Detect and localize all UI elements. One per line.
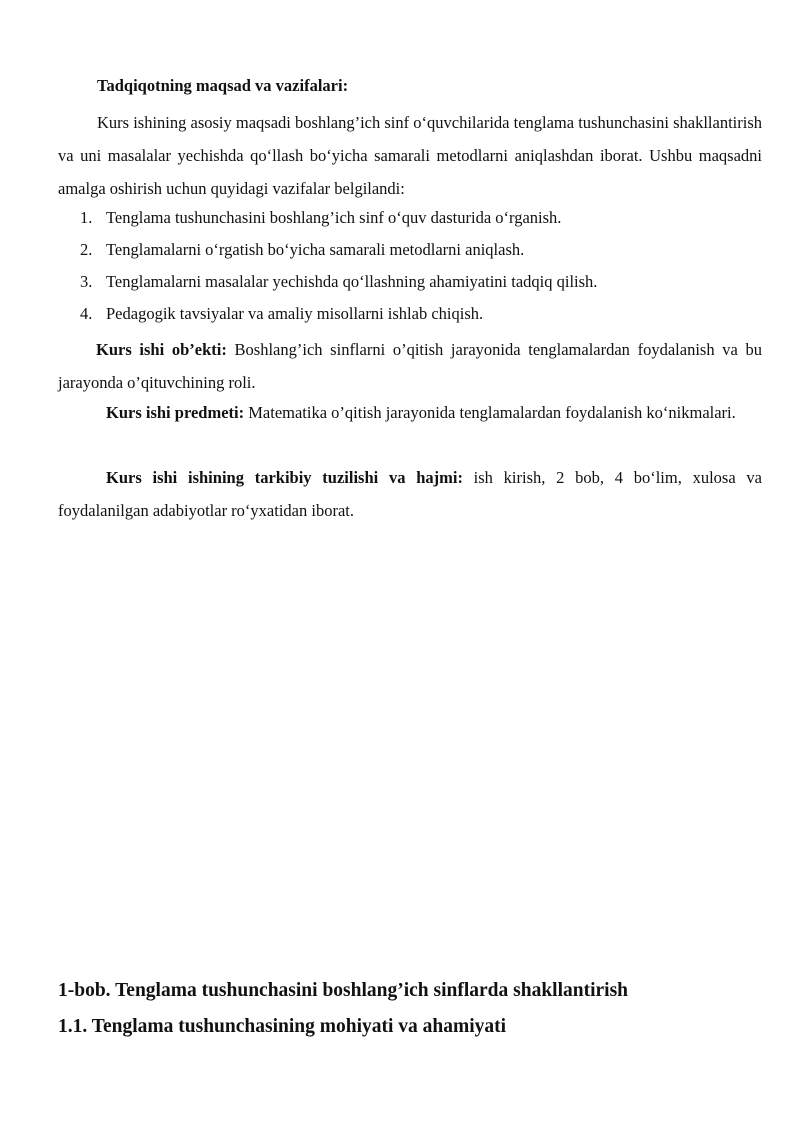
list-item (80, 202, 597, 234)
list-item-number: 1. (80, 208, 93, 227)
object-paragraph (58, 333, 762, 399)
object-label: Kurs ishi ob’ekti: (96, 340, 227, 359)
list-item-number: 4. (80, 304, 93, 323)
intro-paragraph: Kurs ishining asosiy maqsadi boshlang’ich sinf o‘quvchilarida tenglama tushunchasini shakllantirish va uni masalalar yechishda qo‘llash bo‘yicha samarali metodlarni aniqlashdan iborat. Ushbu maqsadni amalga oshirish uchun quyidagi vazifalar belgilandi: (58, 113, 762, 198)
list-item-number: 2. (80, 240, 93, 259)
list-item-number: 3. (80, 272, 93, 291)
subsection-title: 1.1. Tenglama tushunchasining mohiyati va ahamiyati (58, 1016, 507, 1037)
list-item-text: Tenglamalarni masalalar yechishda qo‘llashning ahamiyatini tadqiq qilish. (106, 272, 598, 291)
structure-paragraph (58, 461, 762, 527)
section-heading: Tadqiqotning maqsad va vazifalari: (97, 76, 349, 95)
list-item (80, 266, 597, 298)
structure-text: ish kirish, 2 bob, 4 bo‘lim, xulosa va foydalanilgan adabiyotlar ro‘yxatidan iborat. (58, 468, 762, 520)
task-list (80, 202, 597, 330)
list-item-text: Tenglama tushunchasini boshlang’ich sinf o‘quv dasturida o‘rganish. (106, 208, 562, 227)
object-text: Boshlang’ich sinflarni o’qitish jarayonida tenglamalardan foydalanish va bu jarayonda o’qituvchining roli. (58, 340, 762, 392)
list-item (80, 234, 597, 266)
subject-text: Matematika o’qitish jarayonida tenglamalardan foydalanish ko‘nikmalari. (244, 403, 736, 422)
list-item-text: Pedagogik tavsiyalar va amaliy misollarni ishlab chiqish. (106, 304, 484, 323)
subject-paragraph (58, 396, 762, 429)
list-item (80, 298, 597, 330)
list-item-text: Tenglamalarni o‘rgatish bo‘yicha samarali metodlarni aniqlash. (106, 240, 525, 259)
structure-label: Kurs ishi ishining tarkibiy tuzilishi va hajmi: (106, 468, 463, 487)
subject-label: Kurs ishi predmeti: (106, 403, 245, 422)
chapter-title: 1-bob. Tenglama tushunchasini boshlang’ich sinflarda shakllantirish (58, 980, 629, 1001)
